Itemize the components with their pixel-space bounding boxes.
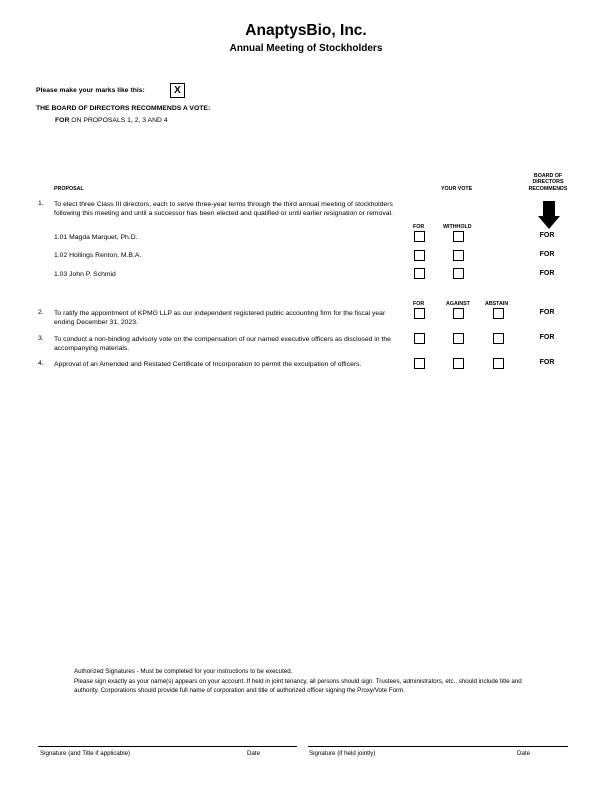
proposal-1-text: To elect three Class III directors, each to serve three-year terms through the third annual meeting of stockholders following this meeting and until a successor has been elected and qualified or until earlier resignation or removal. xyxy=(54,201,393,217)
authorized-signatures-instructions xyxy=(74,667,544,696)
nominee-2-for-checkbox[interactable] xyxy=(414,250,425,261)
down-arrow-icon xyxy=(538,201,560,229)
nominee-3-recommendation: FOR xyxy=(539,270,555,277)
proposal-1-number: 1. xyxy=(38,200,44,207)
for-column-header: FOR xyxy=(413,224,425,230)
nominee-1-for-checkbox[interactable] xyxy=(414,231,425,242)
withhold-column-header: WITHHOLD xyxy=(443,224,472,230)
for-column-header-2: FOR xyxy=(413,301,425,307)
meeting-subtitle: Annual Meeting of Stockholders xyxy=(229,43,383,54)
proposal-4-against-checkbox[interactable] xyxy=(453,358,464,369)
board-recommendation-title: THE BOARD OF DIRECTORS RECOMMENDS A VOTE: xyxy=(36,105,211,112)
abstain-column-header: ABSTAIN xyxy=(485,301,509,307)
proposal-4-recommendation: FOR xyxy=(539,359,555,366)
nominee-2-withhold-checkbox[interactable] xyxy=(453,250,464,261)
board-recommendation-line xyxy=(55,117,168,124)
proposal-4-abstain-checkbox[interactable] xyxy=(493,358,504,369)
proposal-3-text: To conduct a non-binding advisory vote on the compensation of our named executive officers as disclosed in the accompanying materials. xyxy=(54,336,391,352)
company-title: AnaptysBio, Inc. xyxy=(245,22,367,39)
nominee-3-name: 1.03 John P. Schmid xyxy=(54,271,116,278)
proposal-column-header: PROPOSAL xyxy=(54,186,84,192)
nominee-1-name: 1.01 Magda Marquet, Ph.D. xyxy=(54,234,138,241)
nominee-3-for-checkbox[interactable] xyxy=(414,268,425,279)
nominee-2-name: 1.02 Hollings Renton, M.B.A. xyxy=(54,252,142,259)
proposal-3-number: 3. xyxy=(38,335,44,342)
proposal-4-for-checkbox[interactable] xyxy=(414,358,425,369)
authorized-signatures-heading: Authorized Signatures - Must be completed for your instructions to be executed. xyxy=(74,668,293,675)
signature-line-2[interactable] xyxy=(308,746,568,747)
proposal-2-abstain-checkbox[interactable] xyxy=(493,308,504,319)
nominee-2-recommendation: FOR xyxy=(539,251,555,258)
nominee-1-recommendation: FOR xyxy=(539,232,555,239)
proposal-3-for-checkbox[interactable] xyxy=(414,333,425,344)
proposal-3-abstain-checkbox[interactable] xyxy=(493,333,504,344)
proposal-2-for-checkbox[interactable] xyxy=(414,308,425,319)
example-mark-box: X xyxy=(170,83,185,98)
marks-instruction: Please make your marks like this: xyxy=(36,87,145,94)
nominee-1-withhold-checkbox[interactable] xyxy=(453,231,464,242)
board-recommends-column-header: BOARD OF DIRECTORS RECOMMENDS xyxy=(528,173,568,192)
against-column-header: AGAINST xyxy=(446,301,470,307)
board-for-rest: ON PROPOSALS 1, 2, 3 AND 4 xyxy=(69,117,168,124)
signature-2-label: Signature (if held jointly) xyxy=(309,750,376,757)
signature-line-1[interactable] xyxy=(38,746,297,747)
proposal-2-recommendation: FOR xyxy=(539,309,555,316)
proposal-4-number: 4. xyxy=(38,360,44,367)
signature-1-label: Signature (and Title if applicable) xyxy=(40,750,131,757)
proposal-2-text: To ratify the appointment of KPMG LLP as our independent registered public accounting firm for the fiscal year ending December 31, 2023. xyxy=(54,310,386,326)
board-for-word: FOR xyxy=(55,117,70,124)
date-1-label: Date xyxy=(247,750,261,757)
your-vote-column-header: YOUR VOTE xyxy=(441,186,473,192)
proposal-2-against-checkbox[interactable] xyxy=(453,308,464,319)
proposal-3-recommendation: FOR xyxy=(539,334,555,341)
proposal-2-number: 2. xyxy=(38,309,44,316)
nominee-3-withhold-checkbox[interactable] xyxy=(453,268,464,279)
proposal-4-text: Approval of an Amended and Restated Certificate of Incorporation to permit the exculpation of officers. xyxy=(54,361,362,368)
proposal-3-against-checkbox[interactable] xyxy=(453,333,464,344)
date-2-label: Date xyxy=(517,750,531,757)
signing-instructions: Please sign exactly as your name(s) appears on your account. If held in joint tenancy, all persons should sign. Trustees, administrators, etc., should include title and authority. Corporations should provide full name of corporation and title of authorized officer signing the Proxy/Vote Form. xyxy=(74,677,522,694)
